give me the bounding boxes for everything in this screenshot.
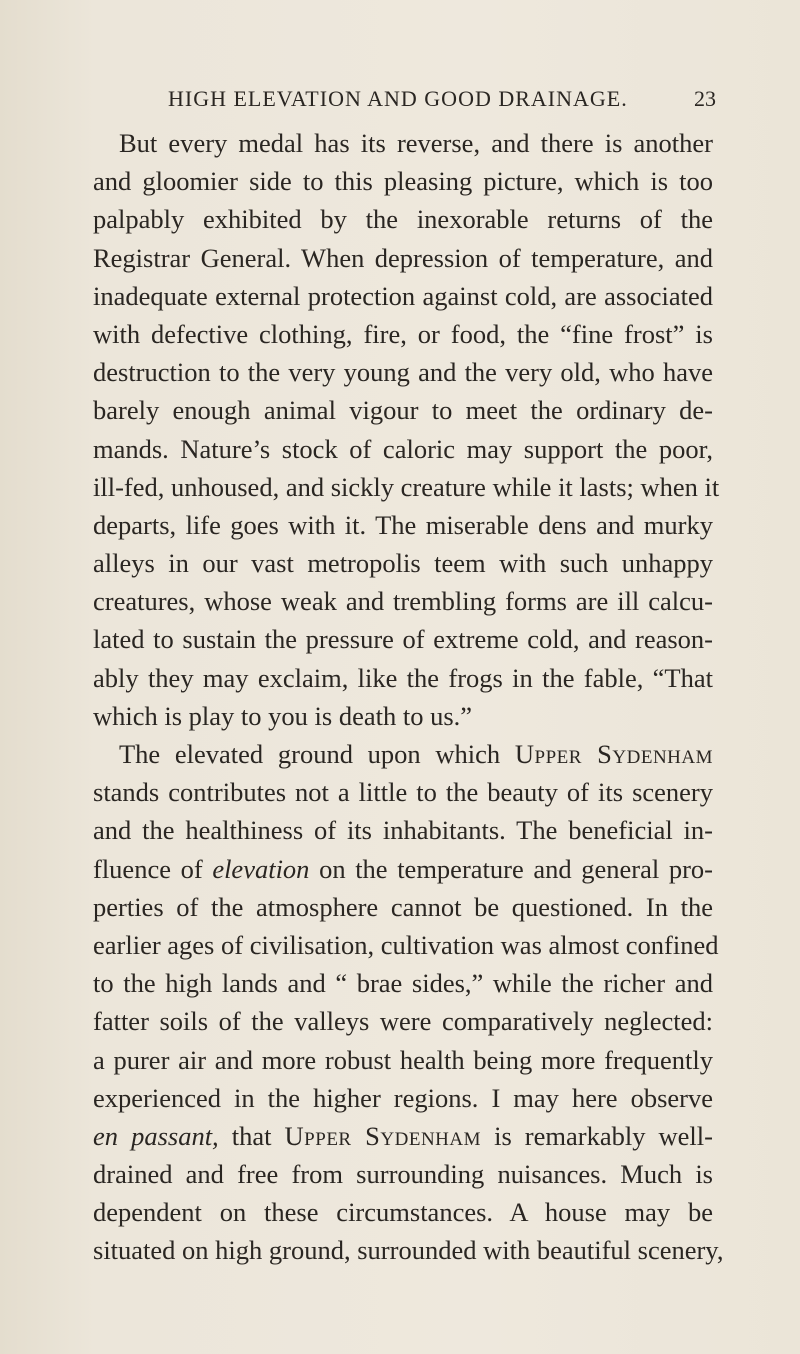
text-line: a purer air and more robust health being more frequently bbox=[93, 1044, 713, 1075]
text-line: situated on high ground, surrounded with beautiful scenery, bbox=[93, 1235, 724, 1266]
text-line: fatter soils of the valleys were comparatively neglected: bbox=[93, 1006, 713, 1037]
text-line: with defective clothing, fire, or food, the “fine frost” is bbox=[93, 318, 713, 349]
text-line: lated to sustain the pressure of extreme cold, and reason- bbox=[93, 624, 713, 655]
text-line bbox=[93, 1117, 713, 1155]
italic-term: en passant, bbox=[93, 1120, 219, 1151]
italic-term: elevation bbox=[212, 853, 310, 884]
page-number: 23 bbox=[694, 86, 716, 111]
text-line: to the high lands and “ brae sides,” while the richer and bbox=[93, 968, 713, 999]
text-line: departs, life goes with it. The miserable dens and murky bbox=[93, 509, 713, 540]
text-line: stands contributes not a little to the beauty of its scenery bbox=[93, 777, 713, 808]
text-line: palpably exhibited by the inexorable returns of the bbox=[93, 204, 713, 235]
text-line: and gloomier side to this pleasing picture, which is too bbox=[93, 166, 713, 197]
text-line bbox=[93, 850, 713, 888]
text-line: dependent on these circumstances. A house may be bbox=[93, 1197, 713, 1228]
running-head bbox=[0, 86, 800, 122]
text-run: on the temperature and general pro- bbox=[309, 853, 713, 884]
text-line: inadequate external protection against cold, are associated bbox=[93, 280, 713, 311]
body-text bbox=[93, 124, 724, 1270]
place-name: Upper Sydenham bbox=[284, 1120, 482, 1151]
text-line: alleys in our vast metropolis teem with such unhappy bbox=[93, 548, 713, 579]
text-line: earlier ages of civilisation, cultivation was almost confined bbox=[93, 929, 719, 960]
text-line: ill-fed, unhoused, and sickly creature while it lasts; when it bbox=[93, 471, 720, 502]
text-line: creatures, whose weak and trembling forms are ill calcu- bbox=[93, 586, 713, 617]
running-title: HIGH ELEVATION AND GOOD DRAINAGE. bbox=[168, 86, 628, 111]
text-line: drained and free from surrounding nuisances. Much is bbox=[93, 1159, 713, 1190]
text-line: and the healthiness of its inhabitants. The beneficial in- bbox=[93, 815, 713, 846]
text-run: fluence of bbox=[93, 853, 213, 884]
text-line bbox=[93, 735, 713, 773]
text-line: But every medal has its reverse, and there is another bbox=[119, 128, 713, 158]
text-line: mands. Nature’s stock of caloric may support the poor, bbox=[93, 433, 713, 464]
text-line: which is play to you is death to us.” bbox=[93, 700, 473, 731]
text-run: The elevated ground upon which bbox=[119, 739, 515, 769]
text-line: perties of the atmosphere cannot be questioned. In the bbox=[93, 891, 713, 922]
text-run: that bbox=[218, 1120, 285, 1151]
place-name: Upper Sydenham bbox=[514, 739, 713, 769]
text-line: ably they may exclaim, like the frogs in the fable, “That bbox=[93, 662, 713, 693]
text-run: is remarkably well- bbox=[481, 1120, 713, 1151]
text-line: experienced in the higher regions. I may here observe bbox=[93, 1082, 713, 1113]
text-line: destruction to the very young and the very old, who have bbox=[93, 357, 713, 388]
text-line: Registrar General. When depression of temperature, and bbox=[93, 242, 713, 273]
text-line: barely enough animal vigour to meet the ordinary de- bbox=[93, 395, 713, 426]
